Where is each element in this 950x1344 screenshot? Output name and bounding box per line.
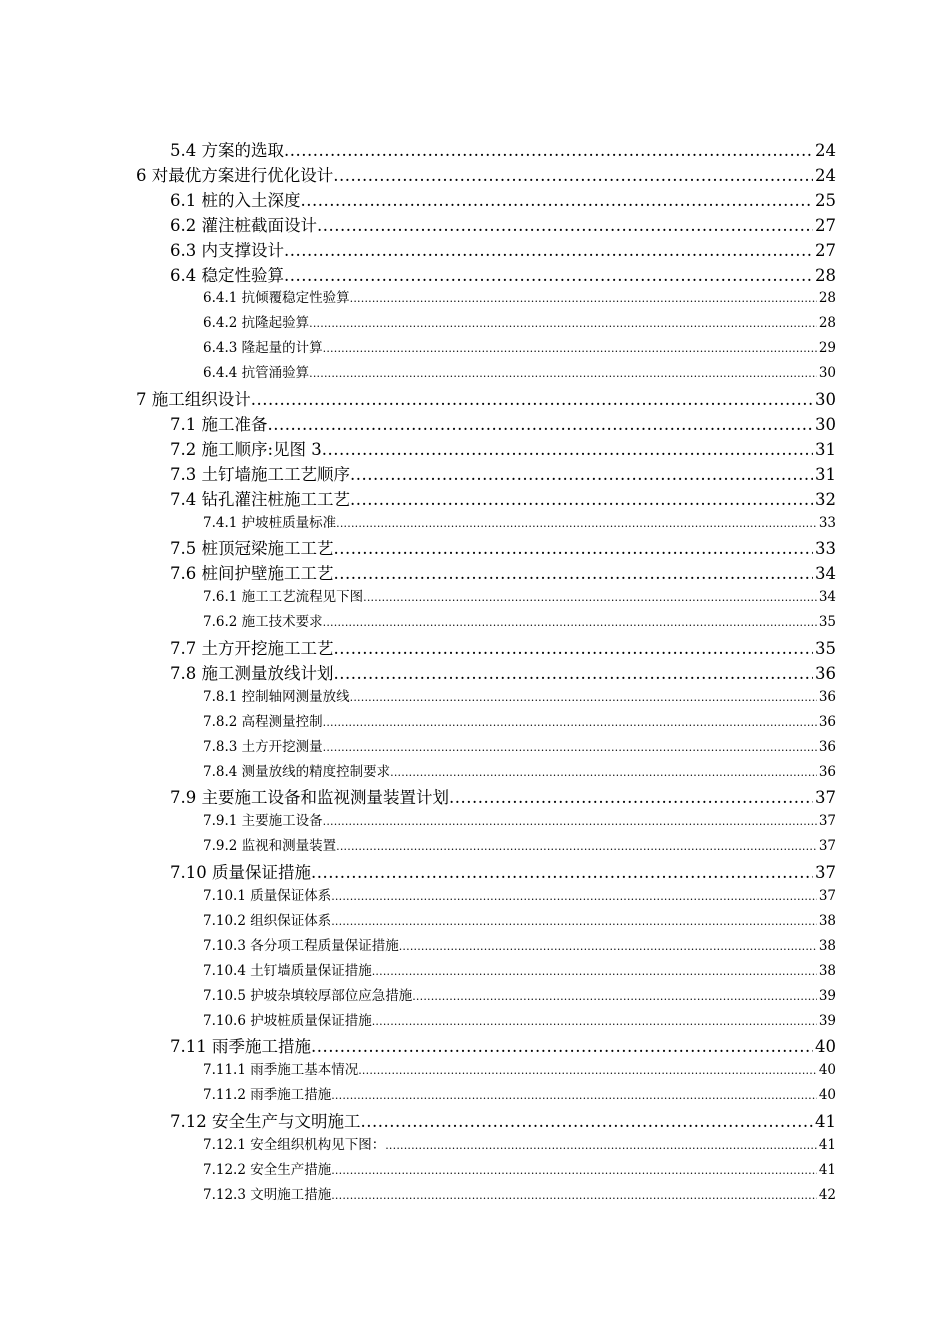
toc-entry-page-number: 33	[818, 514, 836, 531]
toc-entry-page-number: 27	[815, 215, 836, 235]
toc-entry[interactable]	[170, 262, 836, 286]
toc-entry[interactable]	[203, 809, 836, 829]
toc-leader-dots	[323, 741, 817, 754]
toc-entry-page-number: 24	[815, 141, 836, 160]
toc-entry-title: 7.3 土钉墙施工工艺顺序	[170, 464, 350, 484]
toc-leader-dots	[372, 965, 817, 978]
toc-entry-title: 7.6 桩间护壁施工工艺	[170, 564, 334, 584]
toc-entry-page-number: 33	[815, 539, 836, 559]
toc-entry-page-number: 30	[815, 414, 836, 434]
toc-leader-dots	[334, 664, 814, 683]
toc-entry[interactable]	[203, 511, 836, 531]
toc-leader-dots	[333, 166, 813, 185]
toc-entry[interactable]	[170, 535, 836, 559]
toc-entry-page-number: 39	[818, 987, 836, 1004]
toc-entry-page-number: 36	[815, 663, 836, 683]
toc-leader-dots	[390, 766, 817, 779]
toc-entry-page-number: 35	[818, 614, 836, 631]
toc-entry-title: 7.8.1 控制轴网测量放线	[203, 688, 350, 705]
toc-entry[interactable]	[203, 1183, 836, 1203]
toc-entry-title: 7.9 主要施工设备和监视测量装置计划	[170, 788, 449, 808]
toc-entry[interactable]	[203, 760, 836, 780]
toc-entry-title: 7.6.1 施工工艺流程见下图	[203, 589, 364, 606]
toc-entry[interactable]	[170, 411, 836, 435]
toc-entry-title: 7.10.3 各分项工程质量保证措施	[203, 937, 399, 954]
toc-leader-dots	[336, 517, 817, 530]
toc-entry-title: 7.6.2 施工技术要求	[203, 614, 323, 631]
toc-entry[interactable]	[170, 461, 836, 485]
toc-leader-dots	[309, 317, 817, 330]
toc-leader-dots	[350, 691, 817, 704]
toc-entry-page-number: 28	[818, 315, 836, 332]
toc-entry-page-number: 37	[818, 838, 836, 855]
toc-entry[interactable]	[170, 137, 836, 161]
toc-entry-title: 7.10.2 组织保证体系	[203, 912, 332, 929]
toc-entry-title: 7.8 施工测量放线计划	[170, 663, 334, 683]
toc-entry-title: 7.2 施工顺序:见图 3	[170, 439, 322, 459]
toc-entry[interactable]	[170, 1033, 836, 1057]
toc-leader-dots	[385, 1139, 817, 1152]
toc-entry-page-number: 38	[818, 962, 836, 979]
toc-entry[interactable]	[170, 560, 836, 584]
toc-entry-title: 7.10.6 护坡桩质量保证措施	[203, 1012, 372, 1029]
toc-entry-title: 7.10 质量保证措施	[170, 863, 311, 883]
toc-entry-page-number: 25	[815, 190, 836, 210]
toc-entry-title: 6.4 稳定性验算	[170, 265, 284, 285]
toc-entry[interactable]	[203, 710, 836, 730]
toc-entry-title: 7.4 钻孔灌注桩施工工艺	[170, 489, 350, 509]
toc-entry-page-number: 31	[815, 439, 836, 459]
toc-leader-dots	[334, 539, 814, 558]
toc-entry[interactable]	[203, 1158, 836, 1178]
toc-leader-dots	[323, 815, 817, 828]
toc-entry-title: 7.8.2 高程测量控制	[203, 713, 323, 730]
toc-leader-dots	[331, 890, 817, 903]
toc-leader-dots	[323, 716, 817, 729]
toc-entry-title: 7.1 施工准备	[170, 414, 268, 434]
toc-leader-dots	[284, 266, 813, 285]
toc-entry[interactable]	[170, 1108, 836, 1132]
toc-entry-page-number: 38	[818, 937, 836, 954]
toc-entry[interactable]	[203, 984, 836, 1004]
toc-entry-title: 7.10.5 护坡杂填较厚部位应急措施	[203, 987, 413, 1004]
toc-entry[interactable]	[136, 162, 836, 186]
toc-leader-dots	[350, 490, 813, 509]
toc-entry-title: 6.1 桩的入土深度	[170, 190, 301, 210]
toc-entry-title: 7.11.1 雨季施工基本情况	[203, 1062, 359, 1079]
toc-leader-dots	[311, 863, 813, 882]
toc-entry-title: 6.4.3 隆起量的计算	[203, 340, 323, 357]
toc-entry-page-number: 40	[815, 1037, 836, 1057]
toc-entry[interactable]	[203, 311, 836, 331]
toc-leader-dots	[309, 367, 817, 380]
toc-leader-dots	[323, 342, 817, 355]
toc-entry-page-number: 40	[818, 1062, 836, 1079]
toc-entry-page-number: 36	[818, 763, 836, 780]
toc-entry-title: 7.9.2 监视和测量装置	[203, 838, 337, 855]
toc-entry-page-number: 32	[815, 489, 836, 509]
toc-entry[interactable]	[203, 959, 836, 979]
toc-leader-dots	[449, 788, 813, 807]
toc-entry[interactable]	[203, 585, 836, 605]
toc-entry-page-number: 36	[818, 688, 836, 705]
toc-leader-dots	[322, 440, 813, 459]
toc-leader-dots	[331, 1089, 817, 1102]
toc-entry-page-number: 36	[818, 738, 836, 755]
toc-entry-page-number: 37	[815, 863, 836, 883]
toc-entry[interactable]	[203, 1009, 836, 1029]
toc-leader-dots	[301, 191, 814, 210]
toc-leader-dots	[284, 141, 813, 160]
toc-leader-dots	[360, 1112, 813, 1131]
toc-leader-dots	[372, 1015, 817, 1028]
toc-entry-title: 7.8.3 土方开挖测量	[203, 738, 323, 755]
toc-leader-dots	[334, 564, 814, 583]
toc-entry[interactable]	[203, 685, 836, 705]
toc-entry[interactable]	[170, 212, 836, 236]
toc-entry[interactable]	[136, 386, 836, 410]
toc-entry-page-number: 31	[815, 464, 836, 484]
toc-entry-title: 6 对最优方案进行优化设计	[136, 165, 334, 185]
toc-entry[interactable]	[203, 610, 836, 630]
toc-leader-dots	[363, 591, 817, 604]
toc-leader-dots	[251, 390, 813, 409]
toc-entry-title: 5.4 方案的选取	[170, 141, 284, 160]
toc-entry[interactable]	[170, 237, 836, 261]
toc-entry[interactable]	[170, 486, 836, 510]
toc-leader-dots	[323, 616, 817, 629]
toc-leader-dots	[311, 1037, 813, 1056]
toc-entry-title: 7.12.3 文明施工措施	[203, 1186, 332, 1203]
toc-leader-dots	[331, 1189, 817, 1202]
toc-entry[interactable]	[203, 1058, 836, 1078]
toc-entry-page-number: 34	[818, 589, 836, 606]
toc-entry[interactable]	[203, 834, 836, 854]
toc-leader-dots	[317, 216, 813, 235]
toc-entry-title: 6.2 灌注桩截面设计	[170, 215, 317, 235]
toc-entry-page-number: 37	[818, 813, 836, 830]
toc-entry-page-number: 30	[818, 365, 836, 382]
toc-entry[interactable]	[170, 784, 836, 808]
toc-leader-dots	[331, 1164, 817, 1177]
toc-entry-page-number: 42	[818, 1186, 836, 1203]
toc-entry-title: 7.11 雨季施工措施	[170, 1037, 311, 1057]
toc-entry-page-number: 41	[818, 1137, 836, 1153]
toc-entry[interactable]	[203, 909, 836, 929]
toc-entry-title: 7.9.1 主要施工设备	[203, 813, 323, 830]
toc-leader-dots	[284, 241, 813, 260]
toc-entry-title: 7.8.4 测量放线的精度控制要求	[203, 763, 391, 780]
toc-entry-page-number: 38	[818, 912, 836, 929]
toc-entry-page-number: 24	[815, 165, 836, 185]
toc-entry-page-number: 36	[818, 713, 836, 730]
toc-entry[interactable]	[170, 635, 836, 659]
toc-entry-title: 7.11.2 雨季施工措施	[203, 1087, 332, 1104]
toc-entry-page-number: 40	[818, 1087, 836, 1104]
toc-entry[interactable]	[203, 361, 836, 381]
toc-entry-title: 7.12.2 安全生产措施	[203, 1161, 332, 1178]
toc-entry-title: 7.4.1 护坡桩质量标准	[203, 514, 337, 531]
toc-entry-title: 7.10.4 土钉墙质量保证措施	[203, 962, 372, 979]
toc-leader-dots	[399, 940, 817, 953]
toc-entry-title: 6.4.2 抗隆起验算	[203, 315, 310, 332]
toc-entry-page-number: 37	[815, 788, 836, 808]
toc-entry[interactable]	[170, 436, 836, 460]
toc-leader-dots	[336, 840, 817, 853]
toc-entry-page-number: 34	[815, 564, 836, 584]
toc-leader-dots	[331, 915, 817, 928]
toc-entry-page-number: 27	[815, 240, 836, 260]
toc-entry-page-number: 30	[815, 390, 836, 409]
toc-entry-page-number: 37	[818, 888, 836, 904]
toc-entry[interactable]	[203, 336, 836, 356]
toc-entry-title: 6.3 内支撑设计	[170, 240, 284, 260]
toc-entry-title: 7.12.1 安全组织机构见下图：	[203, 1137, 386, 1153]
toc-entry-page-number: 41	[818, 1161, 836, 1178]
toc-entry[interactable]	[203, 735, 836, 755]
toc-leader-dots	[412, 990, 817, 1003]
toc-leader-dots	[350, 465, 813, 484]
toc-entry-page-number: 35	[815, 639, 836, 658]
toc-entry[interactable]	[203, 1133, 836, 1153]
toc-entry[interactable]	[170, 859, 836, 883]
toc-leader-dots	[334, 639, 814, 658]
toc-entry-page-number: 39	[818, 1012, 836, 1029]
toc-entry-title: 6.4.4 抗管涌验算	[203, 365, 310, 382]
toc-entry-page-number: 28	[815, 265, 836, 285]
toc-entry-title: 7.5 桩顶冠梁施工工艺	[170, 539, 334, 559]
toc-entry[interactable]	[203, 1083, 836, 1103]
toc-entry-title: 7 施工组织设计	[136, 390, 251, 409]
toc-leader-dots	[268, 415, 814, 434]
toc-entry-title: 7.10.1 质量保证体系	[203, 888, 332, 904]
toc-entry-title: 7.12 安全生产与文明施工	[170, 1112, 361, 1132]
toc-entry-page-number: 29	[818, 340, 836, 357]
toc-entry-title: 6.4.1 抗倾覆稳定性验算	[203, 290, 350, 307]
toc-entry[interactable]	[170, 660, 836, 684]
toc-entry[interactable]	[203, 286, 836, 306]
toc-leader-dots	[358, 1064, 817, 1077]
toc-entry-title: 7.7 土方开挖施工工艺	[170, 639, 334, 658]
toc-entry[interactable]	[203, 884, 836, 904]
toc-entry[interactable]	[203, 934, 836, 954]
toc-entry[interactable]	[170, 187, 836, 211]
toc-leader-dots	[350, 292, 817, 305]
toc-entry-page-number: 41	[815, 1112, 836, 1132]
toc-entry-page-number: 28	[818, 290, 836, 307]
